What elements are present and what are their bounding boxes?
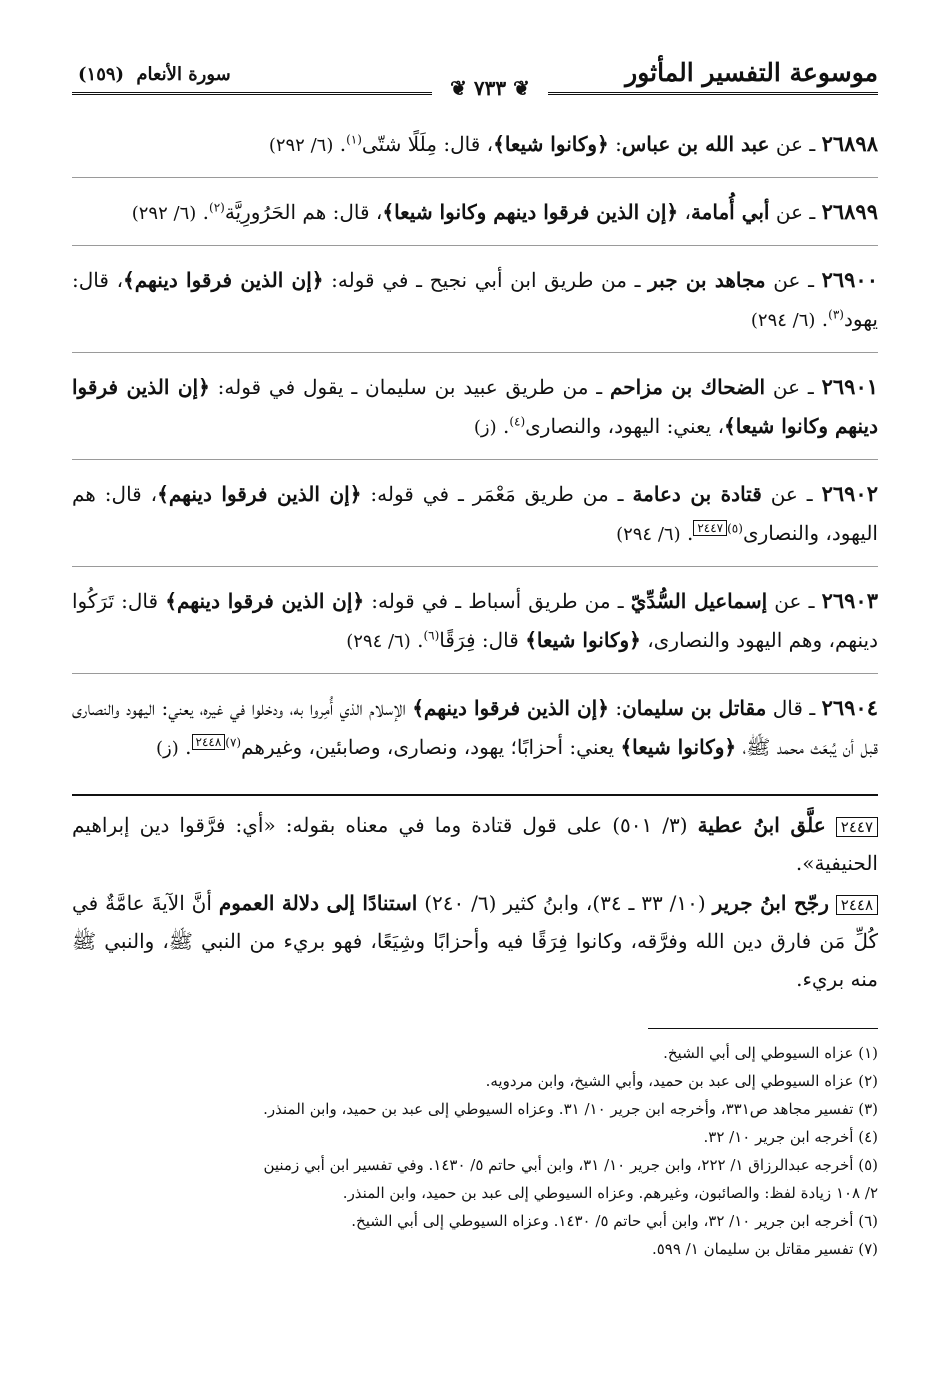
footnote: ٢/ ١٠٨ زيادة لفظ: والصائبون، وغيرهم. وعزاه السيوطي إلى عبد بن حميد، وابن المنذر. — [342, 1184, 878, 1202]
footnote: (٤) أخرجه ابن جرير ١٠/ ٣٢. — [703, 1128, 878, 1146]
commentary-emphasis: استنادًا إلى دلالة العموم — [218, 891, 418, 915]
narrator-name: مقاتل بن سليمان — [622, 696, 767, 720]
narration-number: ٢٦٩٠١ — [821, 374, 879, 399]
commentary-marker: ٢٤٤٧ — [693, 520, 727, 536]
quran-quote: ﴿وكانوا شيعا﴾ — [493, 132, 609, 156]
footnote-marker: (٣) — [828, 307, 844, 322]
footnotes — [72, 1039, 878, 1263]
quran-quote: ﴿إن الذين فرقوا دينهم﴾ — [165, 589, 365, 613]
volume-reference: (٦/ ٢٩٤) — [346, 631, 411, 652]
narrations — [72, 124, 878, 780]
narration-number: ٢٦٨٩٨ — [821, 131, 878, 156]
footnote-marker: (٦) — [423, 628, 440, 643]
narration-number: ٢٦٩٠٣ — [821, 588, 878, 613]
running-header — [72, 50, 878, 102]
quran-quote: ﴿وكانوا شيعا﴾ — [525, 628, 641, 652]
header-rule — [72, 76, 878, 102]
footnote: (٣) تفسير مجاهد ص٣٣١، وأخرجه ابن جرير ١٠/ ٣١. وعزاه السيوطي إلى عبد بن حميد، وابن المنذر. — [263, 1100, 878, 1118]
header-rule-left — [72, 92, 432, 95]
footnote: (٢) عزاه السيوطي إلى عبد بن حميد، وأبي الشيخ، وابن مردويه. — [485, 1072, 878, 1090]
verse-number: (١٥٩) — [78, 64, 125, 85]
narration-entry: ٢٦٩٠٠ ـ عن مجاهد بن جبر ـ من طريق ابن أبي نجيح ـ في قوله: ﴿إن الذين فرقوا دينهم﴾، قال: يهود$^{(٣)}$. (٦/ ٢٩٤) — [72, 260, 878, 353]
quran-quote: ﴿إن الذين فرقوا دينهم﴾ — [157, 482, 362, 506]
quran-quote: ﴿إن الذين فرقوا دينهم وكانوا شيعا﴾ — [72, 375, 878, 438]
surah-name: سورة الأنعام — [136, 64, 231, 85]
narration-entry: ٢٦٩٠٤ ـ قال مقاتل بن سليمان: ﴿إن الذين فرقوا دينهم﴾ الإسلام الذي أُمِروا به، ودخلوا في غيره، يعني: اليهود والنصارى قبل أن يُبعَث محمد ﷺ، ﴿وكانوا شيعا﴾ يعني: أحزابًا؛ يهود، ونصارى، وصابئين، وغيرهم$^{(٧)}$٢٤٤٨. (ز) — [72, 695, 878, 759]
volume-reference: (٦/ ٢٩٢) — [268, 135, 334, 156]
narration-entry: ٢٦٩٠١ ـ عن الضحاك بن مزاحم ـ من طريق عبيد بن سليمان ـ يقول في قوله: ﴿إن الذين فرقوا دينهم وكانوا شيعا﴾، يعني: اليهود، والنصارى$^{(٤)}$. (ز) — [72, 367, 878, 460]
volume-reference: (٦/ ٢٩٢) — [131, 203, 197, 224]
volume-reference: (٦/ ٢٩٤) — [616, 524, 681, 545]
commentary-author: رجّح ابنُ جرير — [712, 891, 829, 915]
footnote-marker: (٥) — [727, 521, 743, 536]
narrator-name: الضحاك بن مزاحم — [610, 375, 766, 399]
footnote-marker: (٤) — [509, 414, 526, 429]
quran-quote: ﴿إن الذين فرقوا دينهم﴾ — [123, 268, 324, 292]
narration-entry: ٢٦٩٠٢ ـ عن قتادة بن دعامة ـ من طريق مَعْمَر ـ في قوله: ﴿إن الذين فرقوا دينهم﴾، قال: هم اليهود، والنصارى$^{(٥)}$٢٤٤٧. (٦/ ٢٩٤) — [72, 474, 878, 567]
footnote: (٥) أخرجه عبدالرزاق ١/ ٢٢٢، وابن جرير ١٠/ ٣١، وابن أبي حاتم ٥/ ١٤٣٠. وفي تفسير ابن أبي زمنين — [263, 1156, 878, 1174]
narrator-name: قتادة بن دعامة — [632, 482, 762, 506]
narration-number: ٢٦٨٩٩ — [821, 199, 878, 224]
footnote-marker: (١) — [346, 132, 362, 147]
page — [72, 50, 878, 1263]
commentary-number: ٢٤٤٨ — [836, 895, 878, 915]
narrator-name: مجاهد بن جبر — [648, 268, 766, 292]
volume-reference: (ز) — [156, 738, 179, 759]
narrator-name: إسماعيل السُّدِّيّ — [630, 589, 768, 613]
volume-reference: (ز) — [473, 417, 497, 438]
footnote-separator — [648, 1028, 878, 1029]
footnote: (٦) أخرجه ابن جرير ١٠/ ٣٢، وابن أبي حاتم ٥/ ١٤٣٠. وعزاه السيوطي إلى أبي الشيخ. — [351, 1212, 878, 1230]
commentary-number: ٢٤٤٧ — [836, 817, 878, 837]
commentary-marker: ٢٤٤٨ — [192, 734, 226, 750]
narrator-name: عبد الله بن عباس — [621, 132, 770, 156]
volume-reference: (٦/ ٢٩٤) — [750, 310, 816, 331]
footnote-marker: (٢) — [209, 200, 225, 215]
narration-entry: ٢٦٨٩٨ ـ عن عبد الله بن عباس: ﴿وكانوا شيعا﴾، قال: مِلَلًا شتّى$^{(١)}$. (٦/ ٢٩٢) — [72, 124, 878, 178]
page-number: ❦ ٧٣٣ ❦ — [450, 76, 530, 100]
quran-quote: ﴿وكانوا شيعا﴾ — [620, 735, 737, 759]
quran-quote: ﴿إن الذين فرقوا دينهم وكانوا شيعا﴾ — [382, 200, 679, 224]
narration-entry: ٢٦٨٩٩ ـ عن أبي أُمامة، ﴿إن الذين فرقوا دينهم وكانوا شيعا﴾، قال: هم الحَرُورِيَّة$^{(٢)}$. (٦/ ٢٩٢) — [72, 192, 878, 246]
narration-number: ٢٦٩٠٤ — [821, 695, 878, 720]
footnote: (١) عزاه السيوطي إلى أبي الشيخ. — [663, 1044, 878, 1062]
quran-quote: ﴿إن الذين فرقوا دينهم﴾ — [412, 696, 609, 720]
footnote: (٧) تفسير مقاتل بن سليمان ١/ ٥٩٩. — [651, 1240, 878, 1258]
narration-number: ٢٦٩٠٠ — [821, 267, 878, 292]
narrator-name: أبي أُمامة — [690, 200, 770, 224]
narration-number: ٢٦٩٠٢ — [821, 481, 878, 506]
header-rule-right — [548, 92, 878, 95]
footnote-marker: (٧) — [225, 735, 242, 750]
book-title: موسوعة التفسير المأثور — [625, 58, 878, 87]
commentary-note: ٢٤٤٨ رجّح ابنُ جرير (١٠/ ٣٣ ـ ٣٤)، وابنُ كثير (٦/ ٢٤٠) استنادًا إلى دلالة العموم أنَّ الآيةَ عامَّةٌ في كُلِّ مَن فارق دين الله وفرَّقه، وكانوا فِرَقًا فيه وأحزابًا وشِيَعًا، فهو بريء من النبي ﷺ، والنبي ﷺ منه بريء. — [72, 891, 878, 991]
commentary-author: علَّق ابنُ عطية — [697, 813, 826, 837]
commentary-note: ٢٤٤٧ علَّق ابنُ عطية (٣/ ٥٠١) على قول قتادة وما في معناه بقوله: «أي: فرَّقوا دين إبراهيم الحنيفية». — [72, 813, 878, 875]
surah-reference — [78, 64, 231, 85]
narration-entry: ٢٦٩٠٣ ـ عن إسماعيل السُّدِّيّ ـ من طريق أسباط ـ في قوله: ﴿إن الذين فرقوا دينهم﴾ قال: تَرَكُوا دينهم، وهم اليهود والنصارى، ﴿وكانوا شيعا﴾ قال: فِرَقًا$^{(٦)}$. (٦/ ٢٩٤) — [72, 581, 878, 674]
commentary-section — [72, 794, 878, 998]
